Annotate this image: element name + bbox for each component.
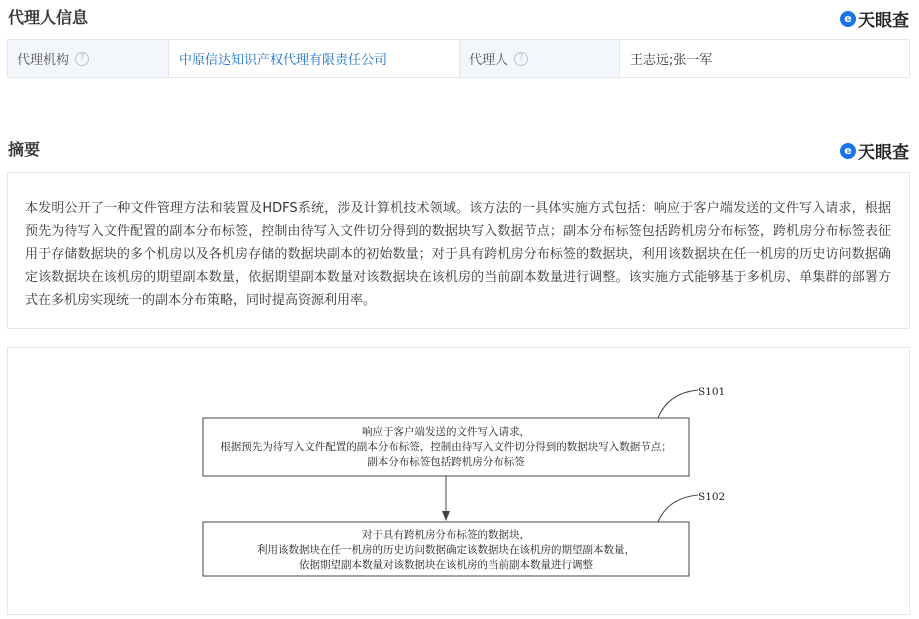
logo-text: 天眼查 bbox=[858, 143, 909, 163]
step-s101-id: S101 bbox=[698, 386, 726, 398]
tianyancha-logo-icon: e bbox=[840, 143, 856, 159]
abstract-section-title: 摘要 bbox=[8, 140, 41, 159]
abstract-box bbox=[7, 172, 910, 329]
agent-info-table bbox=[7, 39, 910, 78]
agent-label: 代理人 bbox=[469, 53, 509, 68]
step-s102-leader bbox=[658, 495, 698, 522]
agency-link[interactable]: 中原信达知识产权代理有限责任公司 bbox=[179, 53, 388, 68]
agent-section-title: 代理人信息 bbox=[8, 8, 89, 27]
abstract-figure bbox=[7, 347, 910, 615]
help-question-icon[interactable]: ? bbox=[75, 52, 89, 66]
abstract-text: 本发明公开了一种文件管理方法和装置及HDFS系统，涉及计算机技术领域。该方法的一具体实施方式包括：响应于客户端发送的文件写入请求，根据预先为待写入文件配置的副本分布标签，控制由待写入文件切分得到的数据块写入数据节点；副本分布标签包括跨机房分布标签，跨机房分布标签表征用于存储数据块的多个机房以及各机房存储的数据块副本的初始数量；对于具有跨机房分布标签的数据块，利用该数据块在任一机房的历史访问数据确定该数据块在该机房的期望副本数量，依据期望副本数量对该数据块在该机房的当前副本数量进行调整。该实施方式能够基于多机房、单集群的部署方式在多机房实现统一的副本分布策略，同时提高资源利用率。 bbox=[25, 201, 891, 308]
step-s102-id: S102 bbox=[698, 491, 726, 503]
step-s102-line-3: 依据期望副本数量对该数据块在该机房的当前副本数量进行调整 bbox=[299, 559, 593, 571]
agent-names: 王志远;张一军 bbox=[630, 53, 713, 68]
tianyancha-logo[interactable] bbox=[840, 6, 909, 31]
step-s101-leader bbox=[658, 390, 698, 418]
step-s101-line-2: 根据预先为待写入文件配置的副本分布标签，控制由待写入文件切分得到的数据块写入数据节点； bbox=[220, 441, 672, 453]
logo-text: 天眼查 bbox=[858, 11, 909, 31]
step-s102-line-2: 利用该数据块在任一机房的历史访问数据确定该数据块在该机房的期望副本数量， bbox=[257, 544, 635, 556]
step-s102-line-1: 对于具有跨机房分布标签的数据块， bbox=[362, 529, 530, 541]
agency-value-cell bbox=[168, 40, 459, 77]
agency-label-cell bbox=[8, 40, 168, 77]
flowchart-diagram bbox=[8, 348, 909, 614]
agent-label-cell bbox=[459, 40, 619, 77]
agency-label: 代理机构 bbox=[17, 53, 70, 68]
step-s101-line-3: 副本分布标签包括跨机房分布标签 bbox=[367, 456, 525, 468]
step-s101-line-1: 响应于客户端发送的文件写入请求， bbox=[362, 426, 530, 438]
agent-value-cell bbox=[619, 40, 909, 77]
help-question-icon[interactable]: ? bbox=[514, 52, 528, 66]
tianyancha-logo-icon: e bbox=[840, 11, 856, 27]
tianyancha-logo[interactable] bbox=[840, 138, 909, 163]
flow-arrow-head bbox=[442, 511, 450, 521]
